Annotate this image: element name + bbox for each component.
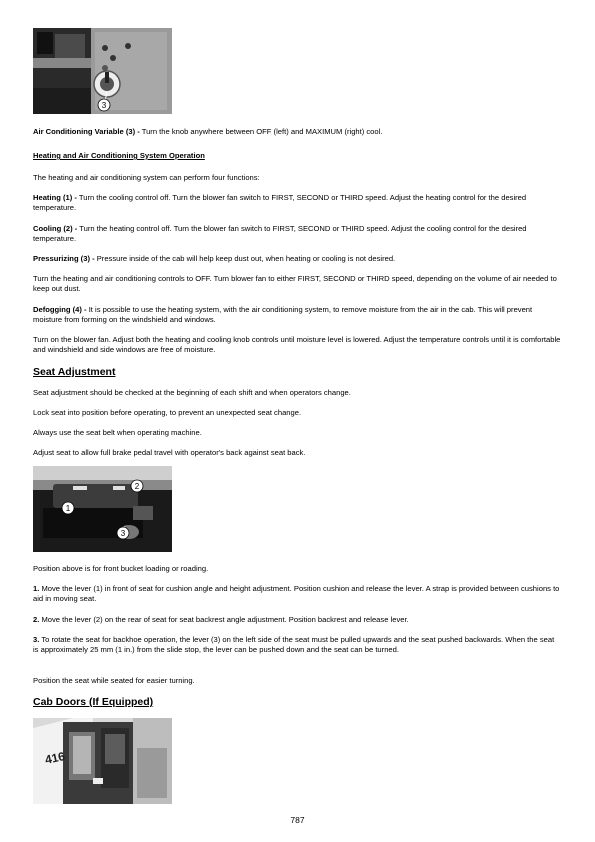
cab-doors-heading: Cab Doors (If Equipped): [33, 696, 154, 708]
heating-text: Turn the cooling control off. Turn the blower fan switch to FIRST, SECOND or THIRD speed. Adjust the heating control for the desired temperature.: [33, 193, 527, 212]
step-3-text: To rotate the seat for backhoe operation, the lever (3) on the left side of the seat must be pulled upwards and the seat pushed backwards. When the seat is approximately 25 mm (1 in.) from the slide stop, the lever can be pushed down and the seat can be turned.: [33, 635, 555, 654]
defogging-followup: Turn on the blower fan. Adjust both the heating and cooling knob controls until moisture level is lowered. Adjust the temperature controls until it is comfortable and windshield and side windows are free of moisture.: [33, 335, 561, 354]
callout-3b: 3: [120, 529, 126, 538]
step-3-number: 3.: [33, 635, 40, 644]
seat-photo-image: [33, 466, 172, 552]
hac-heading: Heating and Air Conditioning System Operation: [33, 151, 205, 160]
step-2-text: Move the lever (2) on the rear of seat for seat backrest angle adjustment. Position backrest and release lever.: [39, 615, 409, 624]
cab-door-photo: [33, 718, 172, 804]
step-2-paragraph: [33, 615, 561, 625]
callout-3: 3: [101, 101, 107, 110]
callout-2: 2: [134, 482, 140, 491]
step-1-number: 1.: [33, 584, 40, 593]
seat-paragraph-2: Lock seat into position before operating, to prevent an unexpected seat change.: [33, 408, 302, 417]
pressurizing-paragraph: [33, 254, 561, 264]
seat-adjustment-heading: Seat Adjustment: [33, 366, 116, 378]
seat-paragraph-4: Adjust seat to allow full brake pedal travel with operator's back against seat back.: [33, 448, 306, 457]
ac-variable-paragraph: [33, 127, 561, 137]
seat-paragraph-1: Seat adjustment should be checked at the beginning of each shift and when operators change.: [33, 388, 351, 397]
intro-paragraph: The heating and air conditioning system can perform four functions:: [33, 173, 260, 182]
defogging-paragraph: [33, 305, 561, 325]
ac-control-photo: [33, 28, 172, 114]
position-turning-paragraph: Position the seat while seated for easier turning.: [33, 676, 195, 685]
model-number-416: 416: [43, 749, 67, 767]
defogging-text: It is possible to use the heating system, with the air conditioning system, to remove moisture from the air in the cab. This will prevent moisture from forming on the windshield and windows.: [33, 305, 533, 324]
cooling-text: Turn the heating control off. Turn the blower fan switch to FIRST, SECOND or THIRD speed. Adjust the cooling control for the desired temperature.: [33, 224, 527, 243]
seat-paragraph-3: Always use the seat belt when operating machine.: [33, 428, 202, 437]
callout-1: 1: [65, 504, 71, 513]
pressurizing-label: Pressurizing (3) -: [33, 254, 95, 263]
ac-control-photo-image: [33, 28, 172, 114]
cooling-label: Cooling (2) -: [33, 224, 78, 233]
ac-variable-text: Turn the knob anywhere between OFF (left) and MAXIMUM (right) cool.: [139, 127, 383, 136]
step-1-text: Move the lever (1) in front of seat for cushion angle and height adjustment. Position cushion and release the lever. A strap is provided between cushions to aid in moving seat.: [33, 584, 560, 603]
heating-paragraph: [33, 193, 561, 213]
position-note: Position above is for front bucket loading or roading.: [33, 564, 209, 573]
step-3-paragraph: [33, 635, 561, 655]
cab-door-photo-image: [33, 718, 172, 804]
step-1-paragraph: [33, 584, 561, 604]
cooling-paragraph: [33, 224, 561, 244]
heating-label: Heating (1) -: [33, 193, 77, 202]
defogging-label: Defogging (4) -: [33, 305, 87, 314]
seat-photo: [33, 466, 172, 552]
pressurizing-followup: Turn the heating and air conditioning controls to OFF. Turn blower fan to either FIRST, SECOND or THIRD speed, depending on the volume of air needed to keep out dust.: [33, 274, 557, 293]
step-2-number: 2.: [33, 615, 40, 624]
ac-variable-label: Air Conditioning Variable (3) -: [33, 127, 140, 136]
pressurizing-text: Pressure inside of the cab will help keep dust out, when heating or cooling is not desired.: [94, 254, 396, 263]
page-number: 787: [290, 815, 305, 825]
